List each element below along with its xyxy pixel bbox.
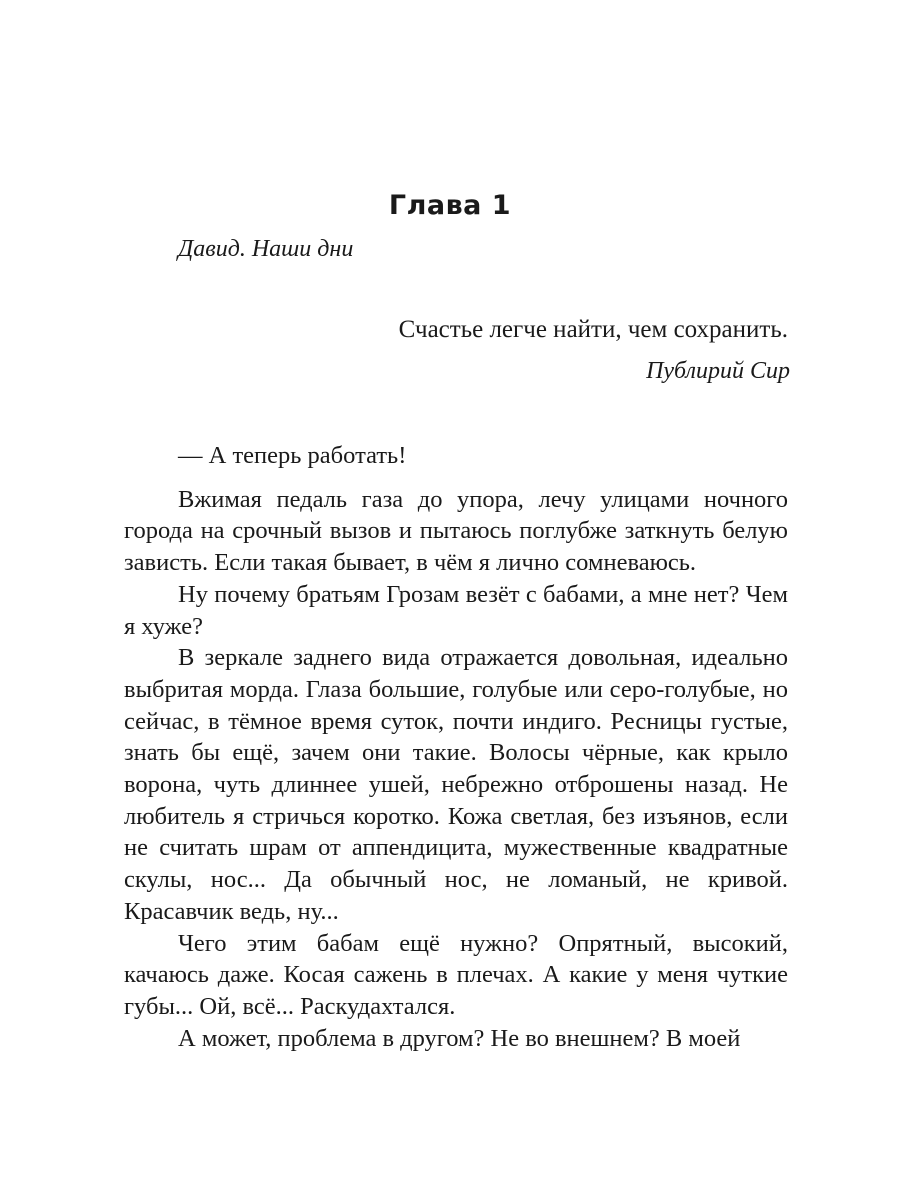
chapter-title: Глава 1 bbox=[388, 190, 512, 221]
dialogue-line: — А теперь работать! bbox=[178, 442, 407, 469]
paragraph: А может, проблема в другом? Не во внешнем? В моей bbox=[178, 1024, 741, 1052]
paragraph: Вжимая педаль газа до упора, лечу улицами ночного города на срочный вызов и пытаюсь поглубже заткнуть белую зависть. Если такая бывает, в чём я лично сомневаюсь. bbox=[124, 485, 788, 577]
epigraph-quote: Счастье легче найти, чем сохранить. bbox=[398, 316, 788, 343]
paragraph: Ну почему братьям Грозам везёт с бабами, а мне нет? Чем я хуже? bbox=[124, 580, 788, 640]
body-text bbox=[124, 440, 788, 1054]
paragraph: Чего этим бабам ещё нужно? Опрятный, высокий, качаюсь даже. Косая сажень в плечах. А какие у меня чуткие губы... Ой, всё... Раскудахтался. bbox=[124, 929, 788, 1020]
paragraph: В зеркале заднего вида отражается довольная, идеально выбритая морда. Глаза большие, голубые или серо-голубые, но сейчас, в тёмное время суток, почти индиго. Ресницы густые, знать бы ещё, зачем они такие. Волосы чёрные, как крыло ворона, чуть длиннее ушей, небрежно отброшены назад. Не любитель я стричься коротко. Кожа светлая, без изъянов, если не считать шрам от аппендицита, мужественные квадратные скулы, нос... Да обычный нос, не ломаный, не кривой. Красавчик ведь, ну... bbox=[124, 644, 788, 925]
epigraph-author: Публирий Сир bbox=[646, 358, 790, 384]
chapter-subtitle: Давид. Наши дни bbox=[178, 236, 354, 262]
